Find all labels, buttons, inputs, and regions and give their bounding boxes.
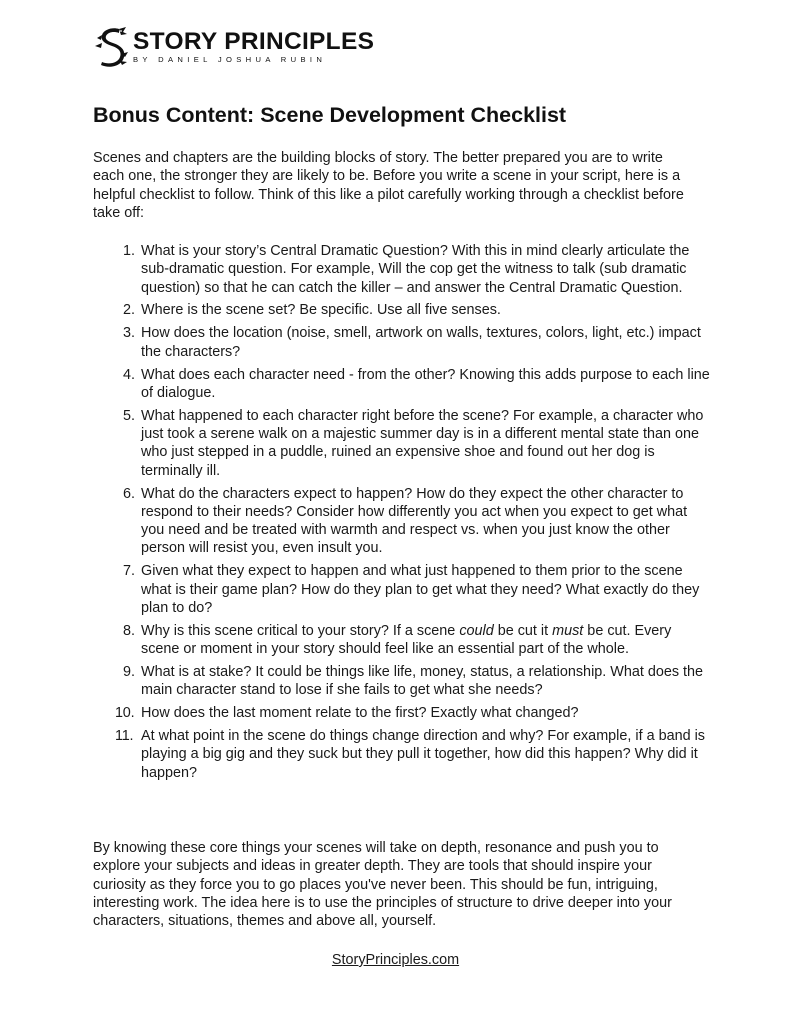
- checklist-number: 10.: [115, 705, 135, 722]
- checklist-number: 4.: [122, 366, 135, 383]
- checklist-item: [93, 324, 713, 361]
- checklist-text: At what point in the scene do things change direction and why? For example, if a band is playing a big gig and they suck but they pull it together, how did this happen? Why did it happen?: [141, 728, 705, 781]
- checklist-text: Where is the scene set? Be specific. Use all five senses.: [141, 302, 501, 319]
- checklist-number: 1.: [122, 243, 135, 259]
- logo-byline: BY DANIEL JOSHUA RUBIN: [133, 54, 327, 64]
- checklist-number: 2.: [122, 302, 135, 319]
- checklist-item: [93, 301, 713, 319]
- checklist-number: 8.: [122, 622, 135, 639]
- dragon-logo-icon: [93, 26, 129, 68]
- page-title: Bonus Content: Scene Development Checklist: [93, 103, 567, 127]
- scene-checklist: [93, 242, 713, 787]
- story-principles-logo: [93, 26, 374, 68]
- checklist-text: How does the last moment relate to the first? Exactly what changed?: [141, 705, 579, 722]
- checklist-item: [93, 242, 713, 297]
- checklist-item: [93, 704, 713, 722]
- footer: [0, 951, 791, 969]
- checklist-number: 11.: [115, 728, 134, 745]
- checklist-item: [93, 663, 713, 700]
- checklist-number: 3.: [122, 325, 135, 342]
- checklist-item: [93, 407, 713, 480]
- checklist-number: 5.: [122, 407, 135, 424]
- closing-paragraph: By knowing these core things your scenes will take on depth, resonance and push you to explore your subjects and ideas in greater depth. They are tools that should inspire your curiosity as they force you to go places you've never been. This should be fun, intriguing, interesting work. The idea here is to use the principles of structure to drive deeper into your characters, situations, themes and above all, yourself.: [93, 840, 672, 930]
- checklist-text-part: be cut it: [493, 622, 553, 639]
- website-link[interactable]: StoryPrinciples.com: [331, 952, 460, 968]
- checklist-text: What does each character need - from the other? Knowing this adds purpose to each line of dialogue.: [141, 366, 710, 401]
- checklist-text: What is at stake? It could be things like life, money, status, a relationship. What does the main character stand to lose if she fails to get what she needs?: [141, 663, 704, 699]
- checklist-number: 6.: [122, 485, 135, 502]
- checklist-text: Given what they expect to happen and what just happened to them prior to the scene what is their game plan? How do they plan to get what they need? What exactly do they plan to do?: [141, 563, 700, 616]
- checklist-text: [141, 622, 713, 659]
- checklist-text: What is your story’s Central Dramatic Question? With this in mind clearly articulate the sub-dramatic question. For example, Will the cop get the witness to talk (sub dramatic question) so that he can catch the killer – and answer the Central Dramatic Question.: [141, 243, 690, 296]
- emphasis-could: could: [459, 622, 494, 639]
- checklist-item: [93, 366, 713, 403]
- checklist-text: How does the location (noise, smell, artwork on walls, textures, colors, light, etc.) impact the characters?: [141, 325, 701, 360]
- logo-name: STORY PRINCIPLES: [133, 27, 375, 55]
- checklist-text: What happened to each character right before the scene? For example, a character who just took a serene walk on a majestic summer day is in a different mental state than one who just stepped in a puddle, ruined an expensive shoe and found out her dog is terminally ill.: [141, 407, 704, 479]
- emphasis-must: must: [552, 622, 584, 639]
- checklist-item: [93, 727, 713, 782]
- checklist-text: What do the characters expect to happen? How do they expect the other character to respond to their needs? Consider how differently you act when you expect to get what you need and be treated with warmth and respect vs. when you just know the other person will resist you, even insult you.: [141, 485, 688, 557]
- checklist-number: 7.: [122, 563, 135, 580]
- checklist-text-part: Why is this scene critical to your story? If a scene: [141, 622, 460, 639]
- intro-paragraph: Scenes and chapters are the building blocks of story. The better prepared you are to write each one, the stronger they are likely to be. Before you write a scene in your script, here is a helpful checklist to follow. Think of this like a pilot carefully working through a checklist before take off:: [93, 150, 684, 221]
- checklist-text-part: be cut. Every scene or moment in your story should feel like an essential part of the whole.: [141, 622, 672, 658]
- checklist-item: [93, 622, 713, 659]
- checklist-number: 9.: [122, 663, 135, 680]
- logo-text: [133, 27, 375, 65]
- checklist-item: [93, 485, 713, 558]
- checklist-item: [93, 562, 713, 617]
